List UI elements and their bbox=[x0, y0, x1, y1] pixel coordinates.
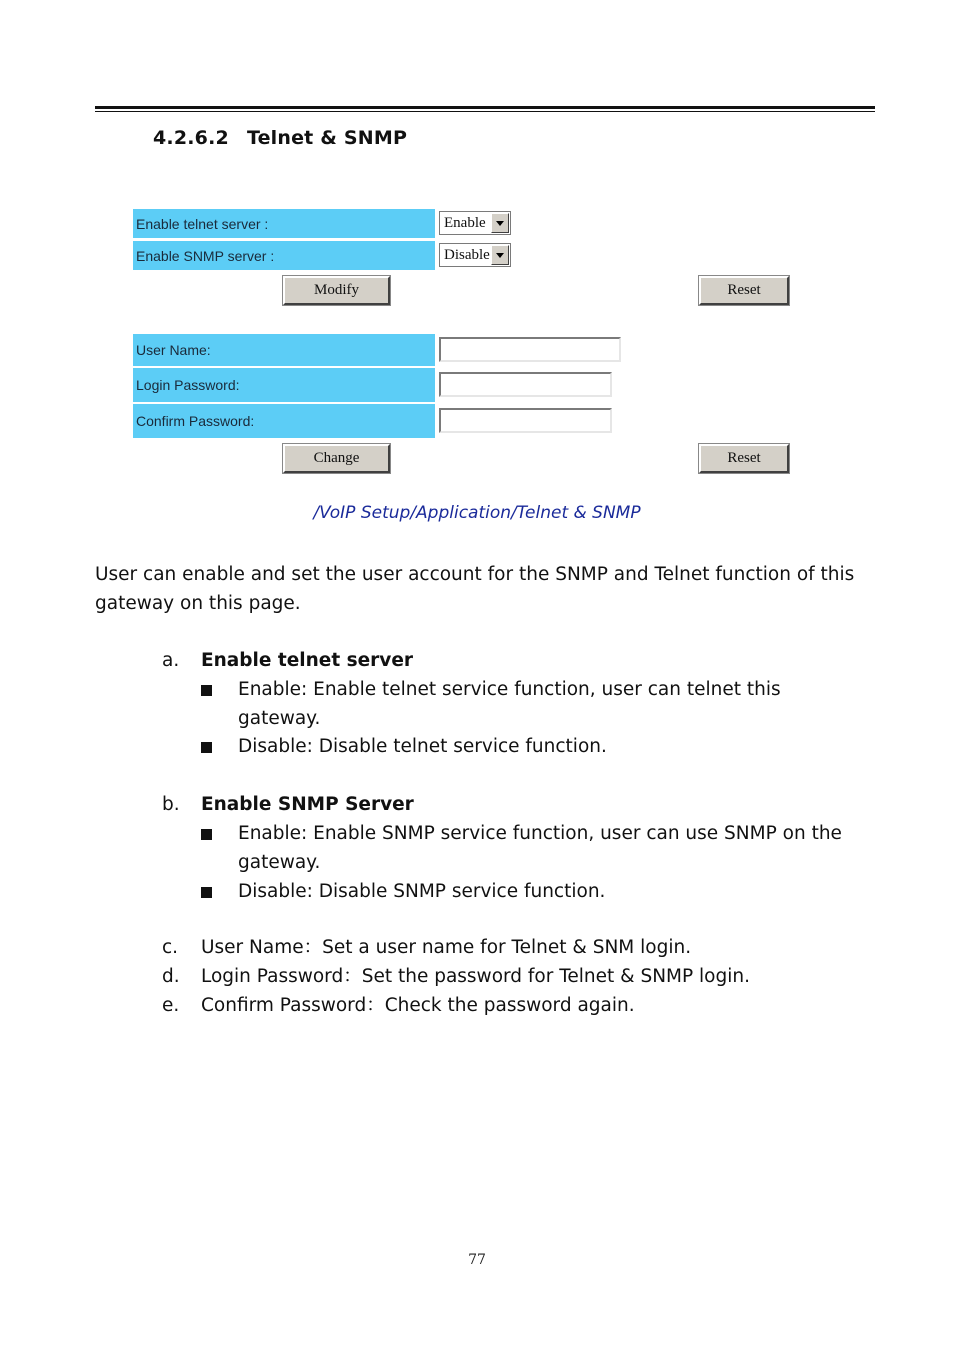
confirm-password-label: Confirm Password: bbox=[133, 404, 435, 438]
list-marker: c. bbox=[162, 937, 179, 958]
reset-account-button[interactable]: Reset bbox=[699, 444, 789, 473]
change-button[interactable]: Change bbox=[283, 444, 390, 473]
header-rule-thin bbox=[95, 111, 875, 112]
list-marker: b. bbox=[162, 794, 180, 815]
snmp-server-label: Enable SNMP server : bbox=[133, 241, 435, 270]
square-bullet-icon bbox=[201, 887, 212, 898]
square-bullet-icon bbox=[201, 829, 212, 840]
snmp-server-value: Disable bbox=[444, 246, 490, 263]
list-marker: d. bbox=[162, 966, 180, 987]
list-marker: e. bbox=[162, 995, 180, 1016]
list-item-title: Enable SNMP Server bbox=[201, 794, 414, 815]
list-item-text: Login Password：Set the password for Telnet & SNMP login. bbox=[201, 966, 750, 987]
snmp-server-select[interactable] bbox=[439, 243, 511, 267]
chevron-down-icon[interactable] bbox=[491, 245, 509, 265]
section-title: Telnet & SNMP bbox=[246, 127, 408, 149]
modify-button[interactable]: Modify bbox=[283, 276, 390, 305]
list-item-title: Enable telnet server bbox=[201, 650, 414, 671]
username-label: User Name: bbox=[133, 334, 435, 366]
reset-button[interactable]: Reset bbox=[699, 276, 789, 305]
square-bullet-icon bbox=[201, 685, 212, 696]
login-password-label: Login Password: bbox=[133, 368, 435, 402]
chevron-down-icon[interactable] bbox=[491, 213, 509, 233]
list-item-text: Confirm Password：Check the password again. bbox=[201, 995, 635, 1016]
list-marker: a. bbox=[162, 650, 180, 671]
figure-caption: /VoIP Setup/Application/Telnet & SNMP bbox=[313, 503, 641, 523]
telnet-server-select[interactable] bbox=[439, 211, 511, 235]
login-password-input[interactable] bbox=[439, 372, 612, 397]
list-item-text: User Name：Set a user name for Telnet & SNM login. bbox=[201, 937, 692, 958]
telnet-server-value: Enable bbox=[444, 214, 486, 231]
section-heading bbox=[153, 127, 407, 149]
page-number: 77 bbox=[468, 1252, 486, 1268]
header-rule bbox=[95, 106, 875, 109]
intro-paragraph: User can enable and set the user account for the SNMP and Telnet function of this gateway on this page. bbox=[95, 564, 855, 614]
confirm-password-input[interactable] bbox=[439, 408, 612, 433]
telnet-server-label: Enable telnet server : bbox=[133, 209, 435, 238]
square-bullet-icon bbox=[201, 742, 212, 753]
username-input[interactable] bbox=[439, 337, 621, 362]
section-number: 4.2.6.2 bbox=[153, 127, 229, 149]
